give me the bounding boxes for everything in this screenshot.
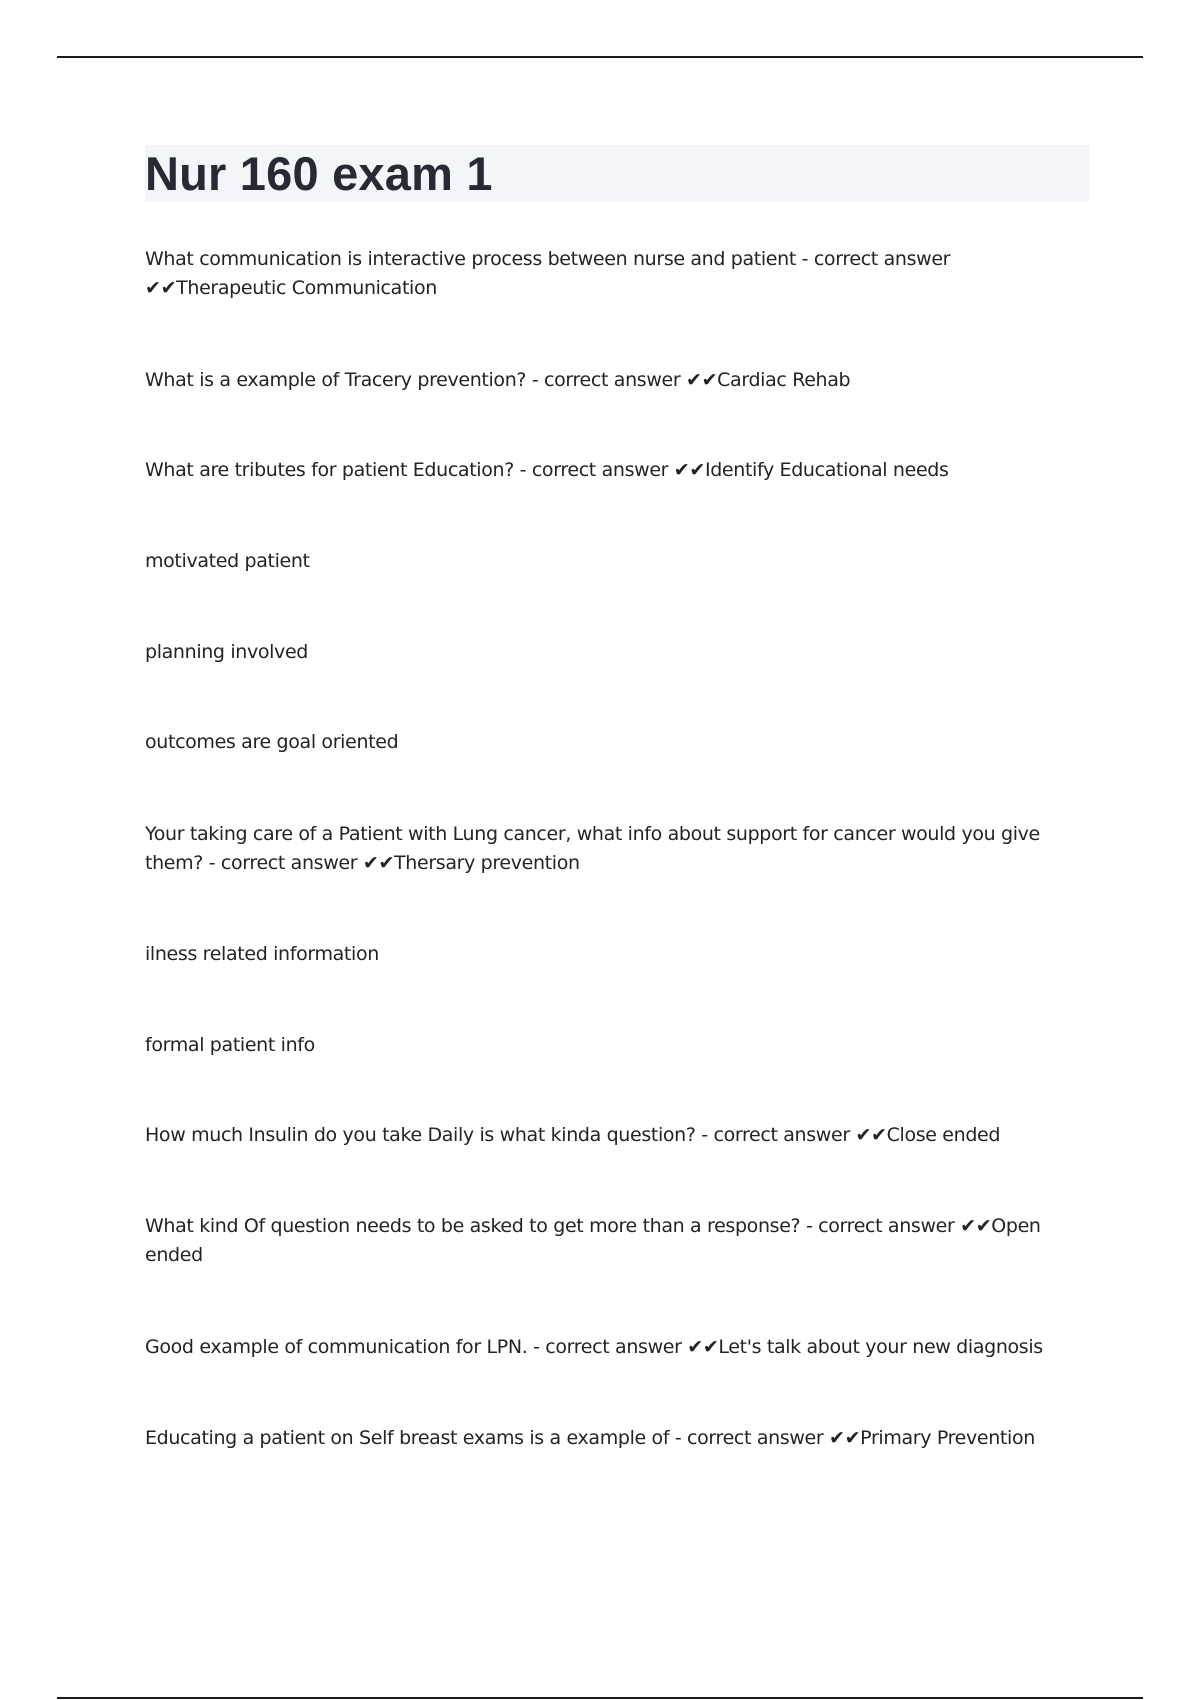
document-title: Nur 160 exam 1 [145, 147, 493, 200]
qa-entry: Good example of communication for LPN. - correct answer ✔✔Let's talk about your new diagnosis [145, 1336, 1043, 1358]
list-item: outcomes are goal oriented [145, 731, 399, 753]
bottom-rule [57, 1697, 1143, 1699]
qa-entry: Educating a patient on Self breast exams is a example of - correct answer ✔✔Primary Prevention [145, 1427, 1035, 1449]
top-rule [57, 56, 1143, 58]
qa-entry: How much Insulin do you take Daily is what kinda question? - correct answer ✔✔Close ended [145, 1124, 1001, 1146]
qa-entry: What are tributes for patient Education? - correct answer ✔✔Identify Educational needs [145, 459, 949, 481]
qa-entry: What is a example of Tracery prevention? - correct answer ✔✔Cardiac Rehab [145, 369, 851, 391]
qa-entry: What communication is interactive process between nurse and patient - correct answer ✔✔Therapeutic Communication [145, 248, 951, 299]
list-item: motivated patient [145, 550, 310, 572]
list-item: formal patient info [145, 1034, 315, 1056]
qa-entry: What kind Of question needs to be asked to get more than a response? - correct answer ✔✔Open ended [145, 1215, 1041, 1266]
list-item: ilness related information [145, 943, 379, 965]
qa-entry: Your taking care of a Patient with Lung cancer, what info about support for cancer would you give them? - correct answer ✔✔Thersary prevention [145, 823, 1040, 874]
list-item: planning involved [145, 641, 308, 663]
